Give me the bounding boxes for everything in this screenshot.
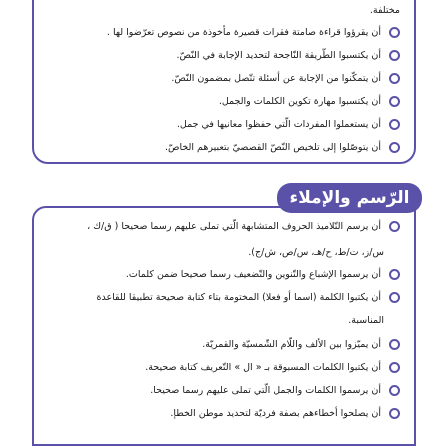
list-item: أن يصلحوا أخطاءهم بصفة فرديّة لتحديد موطن الخطإ. [42,407,400,421]
section-title-tab: الرّسم والإملاء [277,183,422,213]
list-item: أن يرسموا الإشباع والتّنوين والتّضعيف رسما صحيحا ضمن كلمات. [42,268,400,282]
bullet-icon [389,50,400,61]
bullet-icon [389,362,400,373]
bullet-icon [389,269,400,280]
list-item: أن يكتسبوا الطّريقة النّاجحة لتحديد الإجابة في النّصّ. [42,49,400,63]
list-item: أن يقرؤوا قراءة صامتة فقرات قصيرة مأخوذة من نصوص تعرّضوا لها . [42,26,400,40]
bullet-icon [389,339,400,350]
bullet-icon [389,385,400,396]
bullet-icon [389,142,400,153]
list-item: أن يستعملوا المفردات الّتي حفظوا معانيها في جمل. [42,118,400,132]
bullet-icon [389,292,400,303]
list-item: أن يميّزوا بين الألف واللّام الشّمسيّة والقمريّة. [42,338,400,352]
list-item: أن يرسم التّلاميذ الحروف المتشابهة الّتي تملى عليهم رسما صحيحا ( ق/ك ، [42,220,400,234]
bullet-icon [389,119,400,130]
list-item: أن يكتسبوا مهارة تكوين الكلمات والجمل. [42,95,400,109]
list-item: أن يتمكّنوا من الإجابة عن أسئلة تتّصل بمضمون النّصّ. [42,72,400,86]
list-item: أن يرسموا الكلمات والجمل الّتي تملى عليهم رسما صحيحا. [42,384,400,398]
bullet-icon [389,27,400,38]
list-item: أن يتوصّلوا إلى تلخيص النّصّ القصصيّ بتعبيرهم الخاصّ. [42,141,400,155]
objectives-box-top [32,0,416,164]
continuation-line: المناسبة. [348,315,384,326]
continuation-line: س/ز، ت/ط، ح/هـ، س/ص، ش/ج). [248,247,384,258]
bullet-icon [389,221,400,232]
bullet-icon [389,96,400,107]
bullet-icon [389,73,400,84]
bullet-icon [389,408,400,419]
list-item: أن يكتبوا الكلمة (اسما أو فعلا) المختومة بتاء كتابة صحيحة تطبيقا للقاعدة [42,291,400,305]
objectives-box-bottom [32,206,416,446]
list-item: أن يكتبوا الكلمات المسبوقة بـ « ال » التّعريف كتابة صحيحة. [42,361,400,375]
continuation-line: مختلفة. [369,5,400,16]
